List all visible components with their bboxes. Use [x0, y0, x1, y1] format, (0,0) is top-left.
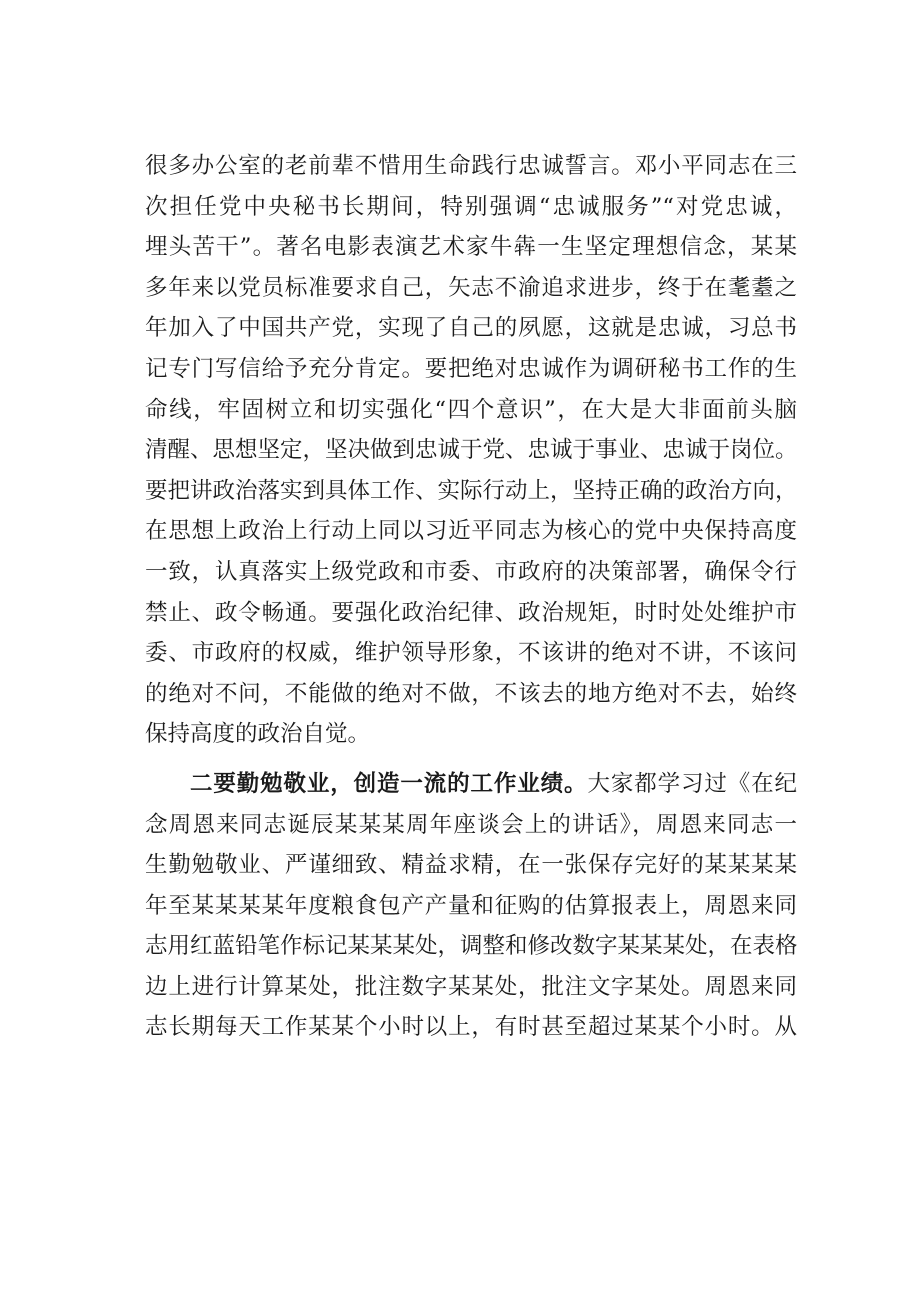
text-line: 生勤勉敬业、严谨细致、精益求精，在一张保存完好的某某某某: [145, 852, 797, 879]
text-line: 在思想上政治上行动上同以习近平同志为核心的党中央保持高度: [145, 518, 797, 545]
paragraph-heading: 二要勤勉敬业，创造一流的工作业绩。: [190, 770, 588, 797]
text-line: 年至某某某某年度粮食包产产量和征购的估算报表上，周恩来同: [145, 892, 797, 919]
text-line-first: [145, 764, 797, 805]
text-line: 多年来以党员标准要求自己，矢志不渝追求进步，终于在耄耋之: [145, 274, 797, 301]
text-line: 一致，认真落实上级党政和市委、市政府的决策部署，确保令行: [145, 558, 797, 585]
text-line: 次担任党中央秘书长期间，特别强调“忠诚服务”“对党忠诚，: [145, 193, 797, 220]
text-line: 保持高度的政治自觉。: [145, 721, 371, 748]
text-line: 埋头苦干”。著名电影表演艺术家牛犇一生坚定理想信念，某某: [145, 234, 797, 261]
text-line: 志用红蓝铅笔作标记某某某处，调整和修改数字某某某处，在表格: [145, 933, 798, 960]
text-line: 要把讲政治落实到具体工作、实际行动上，坚持正确的政治方向，: [145, 477, 798, 504]
paragraph-first-line-text: 大家都学习过《在纪: [587, 770, 797, 797]
text-line: 命线，牢固树立和切实强化“四个意识”，在大是大非面前头脑: [145, 396, 797, 423]
text-line: 边上进行计算某处，批注数字某某处，批注文字某处。周恩来同: [145, 973, 797, 1000]
text-line: 禁止、政令畅通。要强化政治纪律、政治规矩，时时处处维护市: [145, 599, 797, 626]
paragraph-diligence: [145, 764, 797, 1048]
text-line: 的绝对不问，不能做的绝对不做，不该去的地方绝对不去，始终: [145, 680, 797, 707]
text-line: 年加入了中国共产党，实现了自己的夙愿，这就是忠诚，习总书: [145, 315, 797, 342]
text-line: 念周恩来同志诞辰某某某周年座谈会上的讲话》，周恩来同志一: [145, 811, 797, 838]
paragraph-loyalty: [145, 146, 797, 755]
text-line: 清醒、思想坚定，坚决做到忠诚于党、忠诚于事业、忠诚于岗位。: [145, 437, 798, 464]
text-line: 记专门写信给予充分肯定。要把绝对忠诚作为调研秘书工作的生: [145, 355, 797, 382]
text-line: 委、市政府的权威，维护领导形象，不该讲的绝对不讲，不该问: [145, 640, 797, 667]
text-line: 很多办公室的老前辈不惜用生命践行忠诚誓言。邓小平同志在三: [145, 153, 797, 179]
text-line: 志长期每天工作某某个小时以上，有时甚至超过某某个小时。从: [145, 1014, 797, 1041]
document-page: [145, 146, 797, 1048]
paragraph-gap: [145, 755, 797, 764]
